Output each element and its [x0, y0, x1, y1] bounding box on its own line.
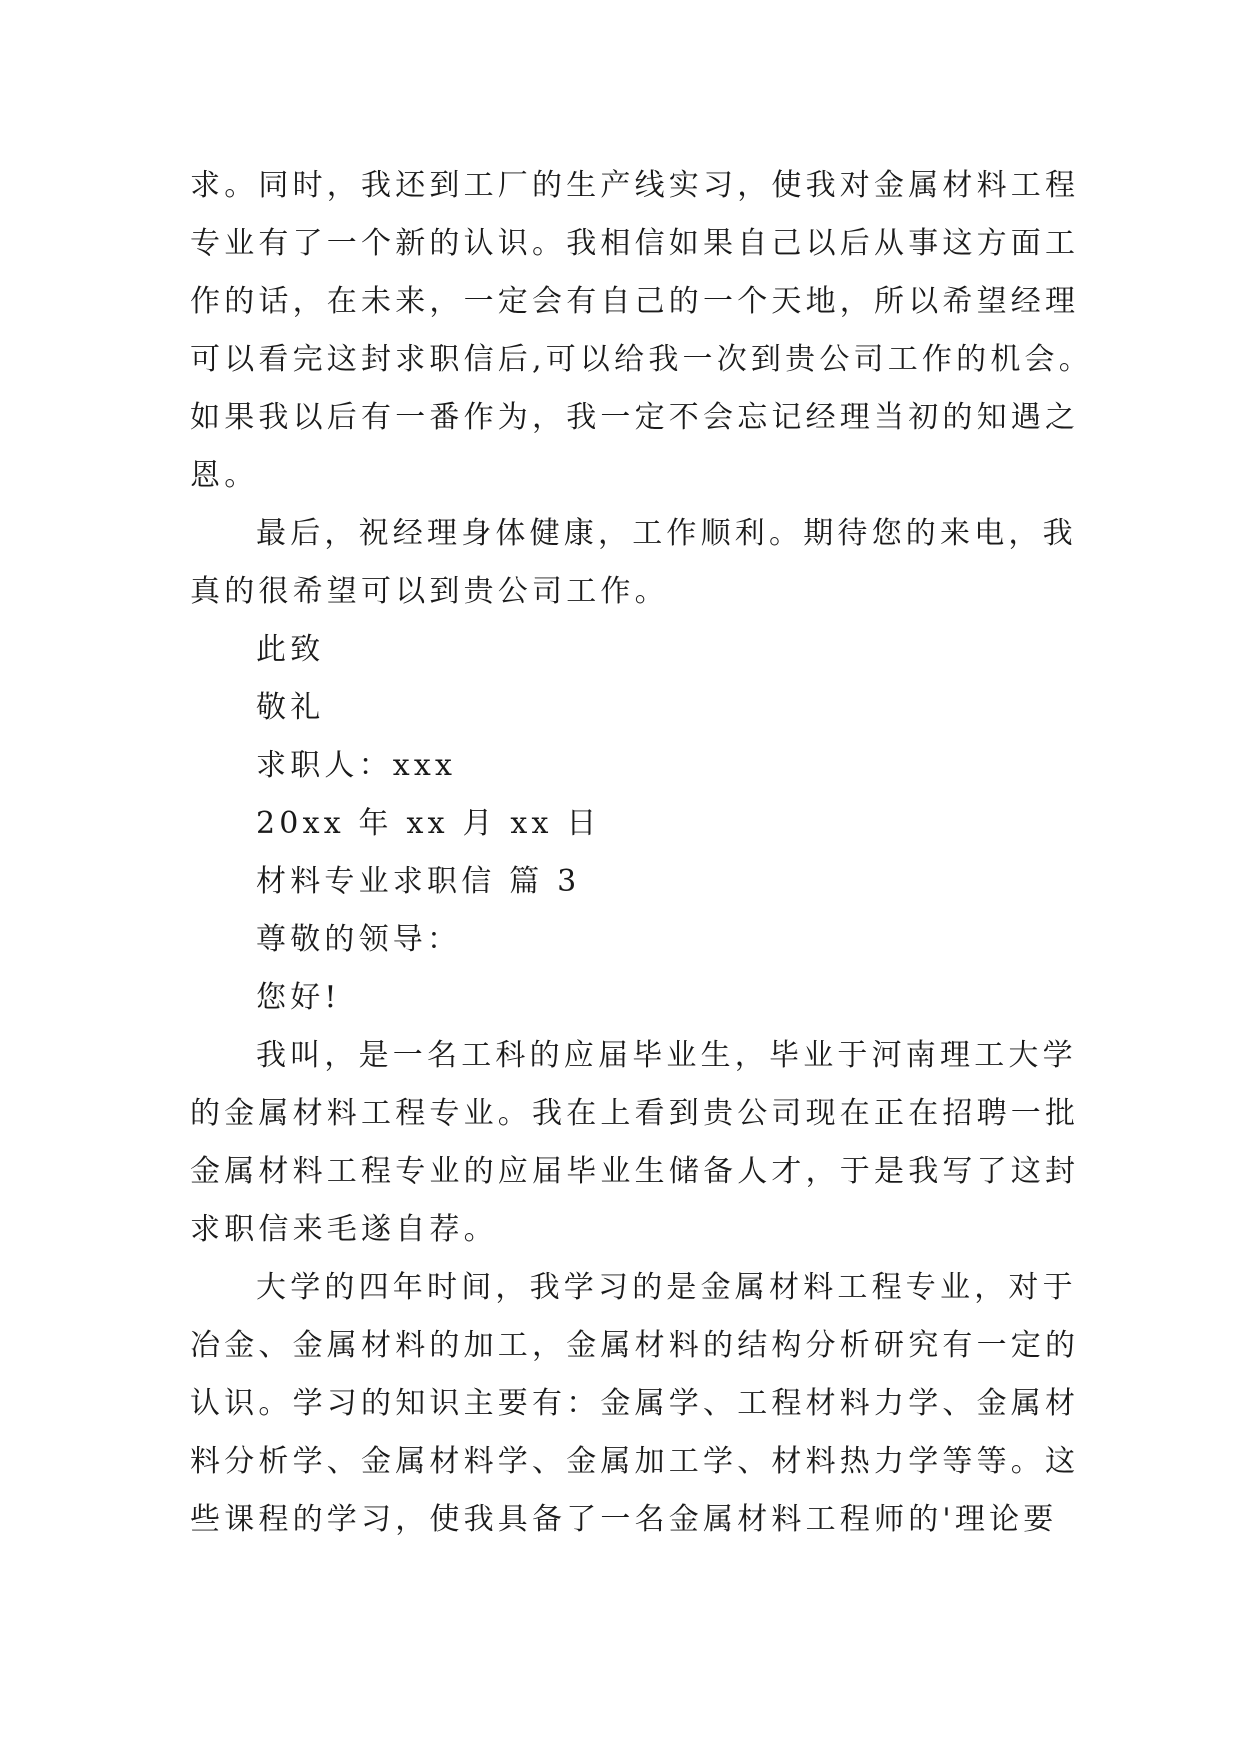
text-line: 我叫，是一名工科的应届毕业生，毕业于河南理工大学	[256, 1038, 1077, 1073]
text-line: 作的话，在未来，一定会有自己的一个天地，所以希望经理	[190, 284, 1080, 319]
closing-line: 此致	[256, 632, 325, 667]
text-line: 料分析学、金属材料学、金属加工学、材料热力学等等。这	[190, 1444, 1080, 1479]
text-line: 金属材料工程专业的应届毕业生储备人才，于是我写了这封	[190, 1154, 1080, 1189]
signature-line: 求职人：xxx	[256, 748, 457, 783]
text-line: 求。同时，我还到工厂的生产线实习，使我对金属材料工程	[190, 168, 1080, 203]
text-line: 可以看完这封求职信后,可以给我一次到贵公司工作的机会。	[190, 342, 1093, 377]
closing-line: 敬礼	[256, 690, 325, 725]
text-line: 专业有了一个新的认识。我相信如果自己以后从事这方面工	[190, 226, 1080, 261]
text-line: 求职信来毛遂自荐。	[190, 1212, 498, 1247]
text-line: 如果我以后有一番作为，我一定不会忘记经理当初的知遇之	[190, 400, 1080, 435]
text-line: 冶金、金属材料的加工，金属材料的结构分析研究有一定的	[190, 1328, 1080, 1363]
text-line: 最后，祝经理身体健康，工作顺利。期待您的来电，我	[256, 516, 1077, 551]
text-line: 真的很希望可以到贵公司工作。	[190, 574, 669, 609]
greeting-line: 您好!	[256, 980, 341, 1015]
text-line: 大学的四年时间，我学习的是金属材料工程专业，对于	[256, 1270, 1077, 1305]
text-line: 些课程的学习，使我具备了一名金属材料工程师的'理论要	[190, 1502, 1058, 1537]
text-line: 的金属材料工程专业。我在上看到贵公司现在正在招聘一批	[190, 1096, 1080, 1131]
text-line: 恩。	[190, 458, 259, 493]
text-line: 认识。学习的知识主要有：金属学、工程材料力学、金属材	[190, 1386, 1080, 1421]
date-line: 20xx 年 xx 月 xx 日	[256, 806, 601, 841]
section-heading: 材料专业求职信 篇 3	[256, 864, 581, 899]
salutation-line: 尊敬的领导：	[256, 922, 462, 957]
